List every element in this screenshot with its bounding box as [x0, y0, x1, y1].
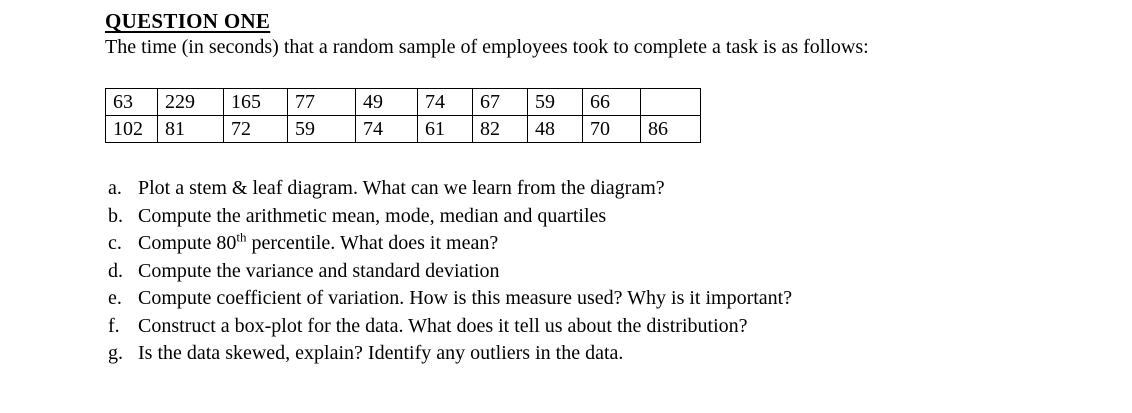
question-label: b. [108, 204, 123, 227]
table-cell: 229 [158, 89, 224, 116]
question-list [105, 175, 1092, 368]
question-label: f. [108, 314, 120, 337]
question-label: a. [108, 177, 122, 199]
question-item-e [105, 285, 1092, 313]
intro-text: The time (in seconds) that a random sample of employees took to complete a task is as follows: [105, 36, 869, 58]
question-text [138, 285, 1092, 313]
table-cell: 165 [224, 89, 288, 116]
question-text [138, 258, 1092, 286]
question-item-f [105, 313, 1092, 341]
question-text [138, 340, 1092, 368]
question-text [138, 203, 1092, 231]
table-cell: 74 [418, 89, 473, 116]
question-text-segment: Compute the arithmetic mean, mode, median and quartiles [138, 204, 607, 227]
data-table [105, 88, 701, 143]
question-text-segment: Construct a box-plot for the data. What does it tell us about the distribution? [138, 314, 748, 337]
question-text [138, 313, 1092, 341]
question-item-g [105, 340, 1092, 368]
table-cell: 63 [106, 89, 158, 116]
table-row [106, 89, 701, 116]
question-text [138, 175, 1092, 203]
question-text-segment: Plot a stem & leaf diagram. What can we learn from the diagram? [138, 177, 665, 199]
table-cell: 70 [583, 116, 641, 143]
table-cell: 77 [288, 89, 356, 116]
table-cell: 49 [356, 89, 418, 116]
table-cell: 59 [528, 89, 583, 116]
table-cell: 81 [158, 116, 224, 143]
table-cell: 48 [528, 116, 583, 143]
question-item-b [105, 203, 1092, 231]
question-label: e. [108, 287, 122, 309]
table-cell: 59 [288, 116, 356, 143]
question-item-c [105, 230, 1092, 258]
table-row [106, 116, 701, 143]
table-cell: 66 [583, 89, 641, 116]
table-cell: 67 [473, 89, 528, 116]
question-text-segment: Compute 80 [138, 232, 237, 254]
table-cell: 74 [356, 116, 418, 143]
table-cell: 61 [418, 116, 473, 143]
question-text-segment: Compute coefficient of variation. How is this measure used? Why is it important? [138, 287, 793, 309]
question-label: g. [108, 342, 123, 364]
question-item-d [105, 258, 1092, 286]
question-text-segment: Is the data skewed, explain? Identify any outliers in the data. [138, 342, 624, 364]
question-text-superscript: th [236, 229, 247, 245]
table-cell: 82 [473, 116, 528, 143]
table-cell: 86 [641, 116, 701, 143]
question-text [138, 230, 1092, 258]
page-title: QUESTION ONE [105, 9, 271, 33]
table-cell: 72 [224, 116, 288, 143]
question-label: c. [108, 232, 122, 254]
table-cell: 102 [106, 116, 158, 143]
question-text-segment: percentile. What does it mean? [246, 232, 499, 254]
table-cell [641, 89, 701, 116]
question-label: d. [108, 259, 123, 282]
question-item-a [105, 175, 1092, 203]
question-text-segment: Compute the variance and standard deviation [138, 259, 500, 282]
